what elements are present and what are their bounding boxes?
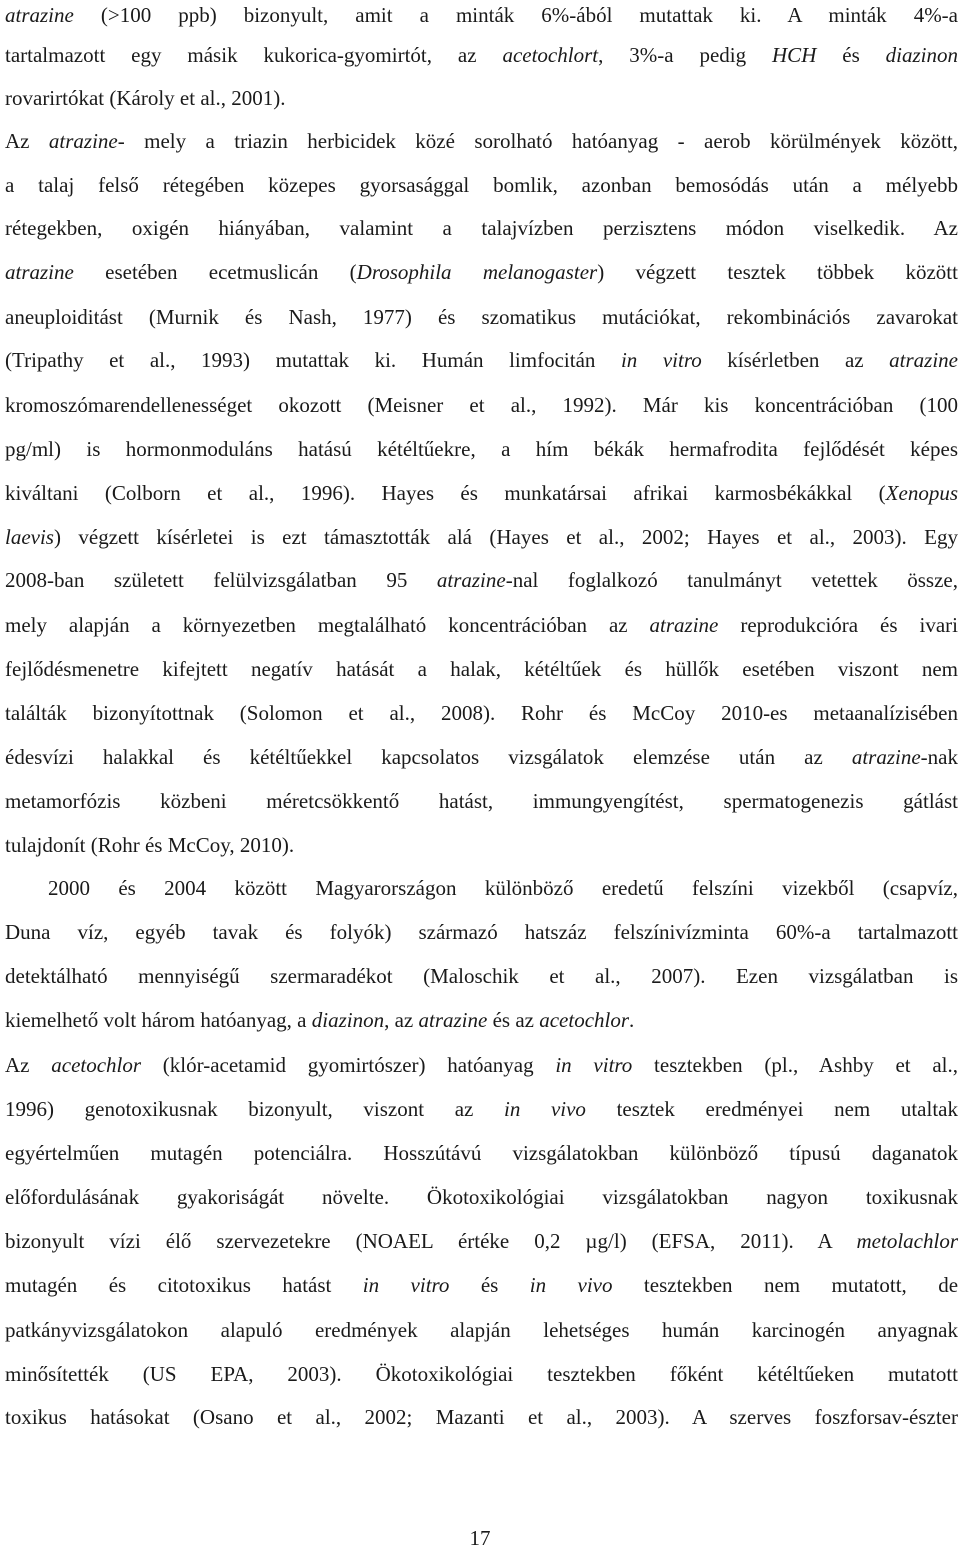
text-run: . bbox=[629, 1008, 635, 1032]
italic-term: in vitro bbox=[620, 348, 702, 372]
text-line bbox=[5, 830, 958, 860]
text-run: és bbox=[816, 43, 886, 67]
text-line bbox=[5, 1182, 958, 1212]
italic-term: Drosophila melanogaster bbox=[356, 260, 598, 284]
text-run: tesztekben (pl., Ashby et al., bbox=[632, 1053, 958, 1077]
text-run: a talaj felső rétegében közepes gyorsasággal bomlik, azonban bemosódás után a mélyebb bbox=[5, 173, 958, 197]
text-run: (>100 ppb) bizonyult, amit a minták 6%-ából mutattak ki. A minták 4%-a bbox=[73, 3, 958, 27]
text-run: aneuploiditást (Murnik és Nash, 1977) és szomatikus mutációkat, rekombinációs zavarokat bbox=[5, 305, 958, 329]
text-line bbox=[5, 390, 958, 420]
text-run: rovarirtókat (Károly et al., 2001). bbox=[5, 86, 286, 110]
text-line bbox=[5, 1315, 958, 1345]
italic-term: in vivo bbox=[504, 1097, 586, 1121]
text-run: toxikus hatásokat (Osano et al., 2002; Mazanti et al., 2003). A szerves foszforsav-észter bbox=[5, 1405, 958, 1429]
italic-term: atrazine bbox=[649, 613, 719, 637]
text-line bbox=[5, 565, 958, 595]
text-run: tulajdonít (Rohr és McCoy, 2010). bbox=[5, 833, 295, 857]
text-line bbox=[5, 40, 958, 70]
italic-term: in vitro bbox=[555, 1053, 633, 1077]
text-run: , 3%-a pedig bbox=[598, 43, 773, 67]
text-run: - mely a triazin herbicidek közé sorolható hatóanyag - aerob körülmények között, bbox=[117, 129, 958, 153]
text-line bbox=[5, 742, 958, 772]
text-line bbox=[5, 170, 958, 200]
text-run: tartalmazott egy másik kukorica-gyomirtót, az bbox=[5, 43, 503, 67]
text-line bbox=[5, 257, 958, 287]
text-run: (klór-acetamid gyomirtószer) hatóanyag bbox=[141, 1053, 556, 1077]
italic-term: diazinon bbox=[885, 43, 958, 67]
text-run: kiemelhető volt három hatóanyag, a bbox=[5, 1008, 312, 1032]
italic-term: in vivo bbox=[529, 1273, 613, 1297]
italic-term: atrazine bbox=[851, 745, 921, 769]
text-run: 2000 és 2004 között Magyarországon különböző eredetű felszíni vizekből (csapvíz, bbox=[48, 876, 958, 900]
text-run: előfordulásának gyakoriságát növelte. Ökotoxikológiai vizsgálatokban nagyon toxikusnak bbox=[5, 1185, 958, 1209]
text-run: minősítették (US EPA, 2003). Ökotoxikológiai tesztekben főként kétéltűeken mutatott bbox=[5, 1362, 958, 1386]
text-run: reprodukcióra és ivari bbox=[718, 613, 958, 637]
text-run: mutagén és citotoxikus hatást bbox=[5, 1273, 363, 1297]
text-line bbox=[5, 1226, 958, 1256]
text-line bbox=[5, 1094, 958, 1124]
text-run: 2008-ban született felülvizsgálatban 95 bbox=[5, 568, 437, 592]
italic-term: acetochlor bbox=[51, 1053, 142, 1077]
text-run: egyértelműen mutagén potenciálra. Hosszútávú vizsgálatokban különböző típusú daganatok bbox=[5, 1141, 958, 1165]
text-run: , az bbox=[384, 1008, 419, 1032]
text-line bbox=[5, 478, 958, 508]
italic-term: Xenopus bbox=[885, 481, 958, 505]
text-line bbox=[5, 522, 958, 552]
italic-term: atrazine bbox=[889, 348, 959, 372]
text-run: (Tripathy et al., 1993) mutattak ki. Humán limfocitán bbox=[5, 348, 621, 372]
text-run: metamorfózis közbeni méretcsökkentő hatást, immungyengítést, spermatogenezis gátlást bbox=[5, 789, 958, 813]
text-line bbox=[5, 126, 958, 156]
text-run: 1996) genotoxikusnak bizonyult, viszont az bbox=[5, 1097, 504, 1121]
text-run: kiváltani (Colborn et al., 1996). Hayes és munkatársai afrikai karmosbékákkal ( bbox=[5, 481, 886, 505]
text-line bbox=[5, 434, 958, 464]
text-run: ) végzett tesztek többek között bbox=[597, 260, 958, 284]
text-line bbox=[5, 610, 958, 640]
text-line bbox=[5, 961, 958, 991]
text-line bbox=[5, 83, 958, 113]
italic-term: atrazine bbox=[48, 129, 118, 153]
text-line bbox=[5, 1138, 958, 1168]
italic-term: acetochlort bbox=[502, 43, 599, 67]
text-line bbox=[5, 213, 958, 243]
italic-term: laevis bbox=[5, 525, 54, 549]
text-line bbox=[5, 1402, 958, 1432]
text-line bbox=[5, 0, 958, 30]
text-line bbox=[5, 654, 958, 684]
text-run: mely alapján a környezetben megtalálható koncentrációban az bbox=[5, 613, 650, 637]
italic-term: atrazine bbox=[5, 260, 74, 284]
text-run: bizonyult vízi élő szervezetekre (NOAEL értéke 0,2 µg/l) (EFSA, 2011). A bbox=[5, 1229, 857, 1253]
text-line bbox=[5, 302, 958, 332]
text-run: Az bbox=[5, 1053, 52, 1077]
text-line bbox=[5, 1050, 958, 1080]
text-run: esetében ecetmuslicán ( bbox=[73, 260, 357, 284]
text-run: édesvízi halakkal és kétéltűekkel kapcsolatos vizsgálatok elemzése után az bbox=[5, 745, 852, 769]
italic-term: metolachlor bbox=[856, 1229, 958, 1253]
text-run: -nal foglalkozó tanulmányt vetettek össze, bbox=[505, 568, 958, 592]
text-run: detektálható mennyiségű szermaradékot (Maloschik et al., 2007). Ezen vizsgálatban is bbox=[5, 964, 958, 988]
text-run: kísérletben az bbox=[701, 348, 890, 372]
italic-term: atrazine bbox=[418, 1008, 488, 1032]
text-line bbox=[5, 1359, 958, 1389]
text-run: és bbox=[449, 1273, 530, 1297]
text-run: és az bbox=[487, 1008, 540, 1032]
italic-term: atrazine bbox=[5, 3, 74, 27]
text-line bbox=[5, 917, 958, 947]
text-run: pg/ml) is hormonmoduláns hatású kétéltűekre, a hím békák hermafrodita fejlődését képes bbox=[5, 437, 958, 461]
text-run: -nak bbox=[920, 745, 958, 769]
text-run: ) végzett kísérletei is ezt támasztották alá (Hayes et al., 2002; Hayes et al., 2003). Egy bbox=[53, 525, 958, 549]
text-run: rétegekben, oxigén hiányában, valamint a talajvízben perzisztens módon viselkedik. Az bbox=[5, 216, 958, 240]
text-run: kromoszómarendellenességet okozott (Meisner et al., 1992). Már kis koncentrációban (100 bbox=[5, 393, 958, 417]
text-line bbox=[5, 1005, 958, 1035]
text-run: tesztekben nem mutatott, de bbox=[612, 1273, 959, 1297]
text-line bbox=[5, 345, 958, 375]
text-run: tesztek eredményei nem utaltak bbox=[585, 1097, 958, 1121]
text-line bbox=[5, 1270, 958, 1300]
text-run: patkányvizsgálatokon alapuló eredmények alapján lehetséges humán karcinogén anyagnak bbox=[5, 1318, 958, 1342]
text-run: fejlődésmenetre kifejtett negatív hatását a halak, kétéltűek és hüllők esetében viszont nem bbox=[5, 657, 958, 681]
italic-term: atrazine bbox=[436, 568, 506, 592]
text-line bbox=[48, 873, 958, 903]
page-number: 17 bbox=[469, 1526, 491, 1550]
text-line bbox=[5, 786, 958, 816]
text-line bbox=[5, 698, 958, 728]
text-run: Duna víz, egyéb tavak és folyók) származó hatszáz felszínivízminta 60%-a tartalmazott bbox=[5, 920, 958, 944]
italic-term: HCH bbox=[772, 43, 817, 67]
italic-term: acetochlor bbox=[539, 1008, 630, 1032]
text-run: Az bbox=[5, 129, 49, 153]
italic-term: in vitro bbox=[362, 1273, 450, 1297]
italic-term: diazinon bbox=[311, 1008, 385, 1032]
text-run: találták bizonyítottnak (Solomon et al., 2008). Rohr és McCoy 2010-es metaanalízisében bbox=[5, 701, 958, 725]
